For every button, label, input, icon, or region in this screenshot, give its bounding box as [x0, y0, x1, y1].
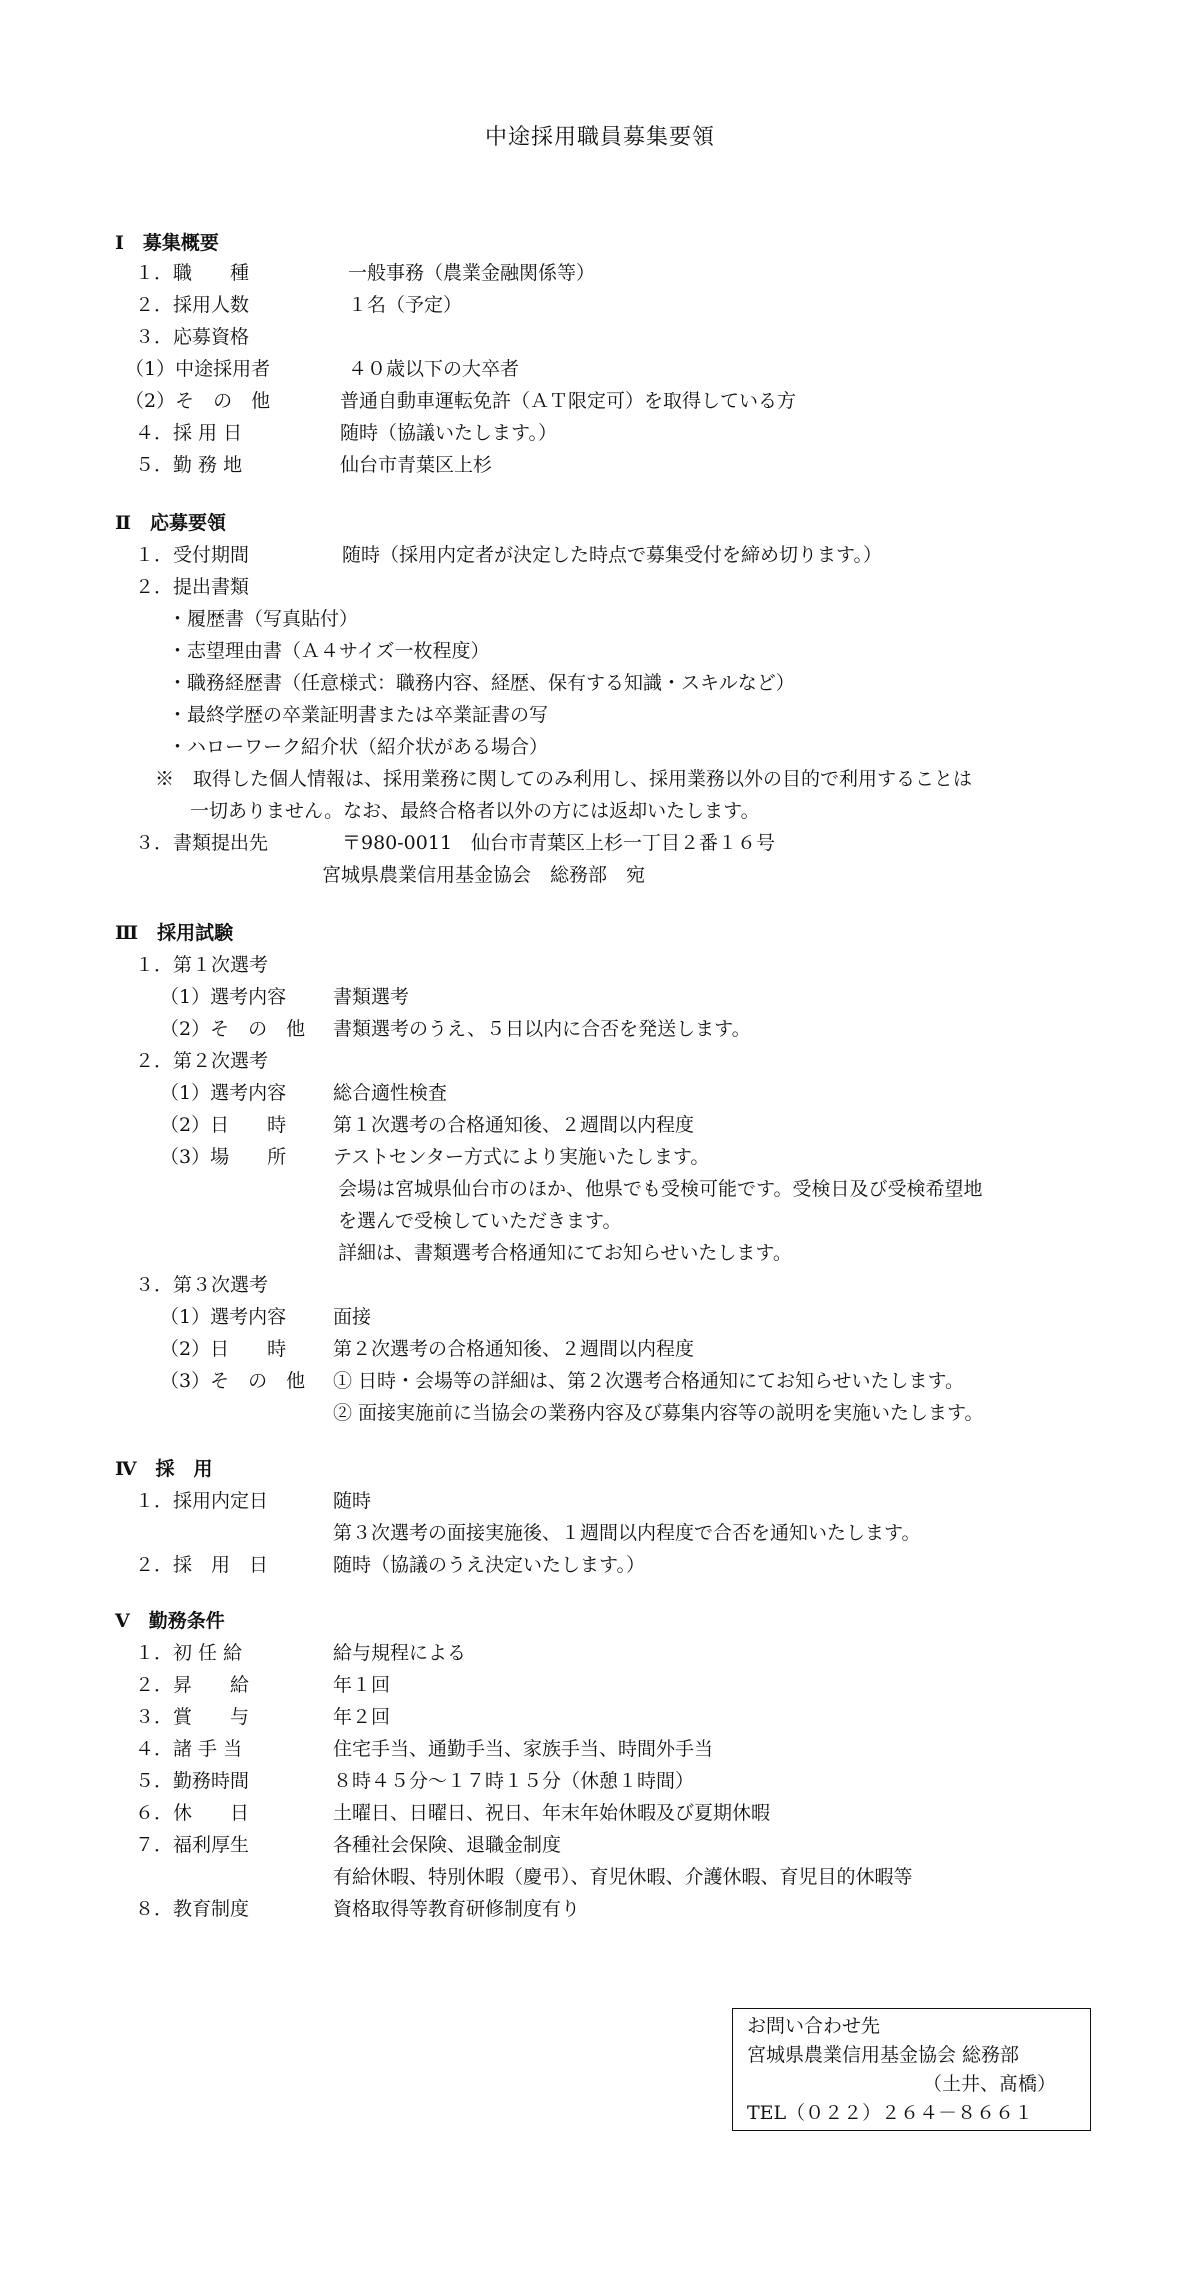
item-label: ２．昇 給 [135, 1674, 250, 1696]
subitem-value: 第２次選考の合格通知後、２週間以内程度 [333, 1338, 695, 1360]
subitem-value: 総合適性検査 [333, 1082, 448, 1104]
subitem-value: 第１次選考の合格通知後、２週間以内程度 [333, 1114, 695, 1136]
subitem-value: ① 日時・会場等の詳細は、第２次選考合格通知にてお知らせいたします。 [333, 1370, 964, 1392]
item-label: ２．第２次選考 [135, 1050, 269, 1072]
subitem-label: （2）日 時 [160, 1114, 287, 1136]
subitem-value: テストセンター方式により実施いたします。 [333, 1146, 710, 1168]
item-value: 年１回 [333, 1674, 391, 1696]
item-value: 各種社会保険、退職金制度 [333, 1834, 562, 1856]
document-list-item: ・ハローワーク紹介状（紹介状がある場合） [168, 736, 549, 758]
item-label: ８．教育制度 [135, 1898, 250, 1920]
subitem-value: 書類選考 [333, 986, 410, 1008]
subitem-value: ４０歳以下の大卒者 [348, 358, 520, 380]
subitem-label: （1）選考内容 [160, 1082, 287, 1104]
section-heading-2: Ⅱ 応募要領 [115, 512, 227, 534]
document-list-item: ・最終学歴の卒業証明書または卒業証書の写 [168, 704, 549, 726]
item-value: 土曜日、日曜日、祝日、年末年始休暇及び夏期休暇 [333, 1802, 771, 1824]
item-label: ２．採用人数 [135, 294, 250, 316]
subitem-value: 面接 [333, 1306, 372, 1328]
section-heading-3: Ⅲ 採用試験 [115, 922, 234, 944]
item-label: １．受付期間 [135, 544, 250, 566]
item-label: ２．提出書類 [135, 576, 250, 598]
item-label: ４．諸 手 当 [135, 1738, 243, 1760]
item-value: 資格取得等教育研修制度有り [333, 1898, 581, 1920]
section-heading-4: Ⅳ 採 用 [115, 1458, 213, 1480]
subitem-value: 書類選考のうえ、５日以内に合否を発送します。 [333, 1018, 751, 1040]
privacy-note: ※ 取得した個人情報は、採用業務に関してのみ利用し、採用業務以外の目的で利用することは [155, 768, 973, 790]
item-label: １．初 任 給 [135, 1642, 243, 1664]
item-label: ６．休 日 [135, 1802, 250, 1824]
item-value: ８時４５分～１７時１５分（休憩１時間） [333, 1770, 695, 1792]
item-value: 宮城県農業信用基金協会 総務部 宛 [322, 864, 646, 886]
item-value: 随時（協議のうえ決定いたします。） [333, 1554, 645, 1576]
item-label: ５．勤 務 地 [135, 454, 243, 476]
item-value: 第３次選考の面接実施後、１週間以内程度で合否を通知いたします。 [333, 1522, 921, 1544]
subitem-value: を選んで受検していただきます。 [338, 1210, 622, 1232]
subitem-value: 詳細は、書類選考合格通知にてお知らせいたします。 [338, 1242, 792, 1264]
subitem-value: 会場は宮城県仙台市のほか、他県でも受検可能です。受検日及び受検希望地 [338, 1178, 983, 1200]
document-list-item: ・履歴書（写真貼付） [168, 608, 359, 630]
contact-phone: TEL（０２２）２６４－８６６１ [747, 2102, 1034, 2124]
item-label: ７．福利厚生 [135, 1834, 250, 1856]
item-value: 住宅手当、通勤手当、家族手当、時間外手当 [333, 1738, 714, 1760]
subitem-label: （2）そ の 他 [160, 1018, 306, 1040]
document-list-item: ・職務経歴書（任意様式：職務内容、経歴、保有する知識・スキルなど） [168, 672, 795, 694]
item-label: １．採用内定日 [135, 1490, 269, 1512]
item-value: 随時（協議いたします。） [340, 422, 557, 444]
item-label: ３．応募資格 [135, 326, 250, 348]
item-label: ３．第３次選考 [135, 1274, 269, 1296]
item-value: 随時（採用内定者が決定した時点で募集受付を締め切ります。） [342, 544, 882, 566]
item-value: 有給休暇、特別休暇（慶弔）、育児休暇、介護休暇、育児目的休暇等 [333, 1866, 913, 1888]
item-value: 給与規程による [333, 1642, 467, 1664]
section-heading-1: Ⅰ 募集概要 [115, 232, 219, 254]
privacy-note: 一切ありません。なお、最終合格者以外の方には返却いたします。 [190, 800, 760, 822]
subitem-label: （1）選考内容 [160, 1306, 287, 1328]
subitem-value: 普通自動車運転免許（ＡＴ限定可）を取得している方 [340, 390, 797, 412]
contact-organization: 宮城県農業信用基金協会 総務部 [747, 2044, 1020, 2066]
subitem-label: （3）場 所 [160, 1146, 287, 1168]
item-label: ５．勤務時間 [135, 1770, 250, 1792]
contact-box [732, 2008, 1091, 2131]
subitem-label: （3）そ の 他 [160, 1370, 306, 1392]
item-label: ３．書類提出先 [135, 832, 269, 854]
item-value: 年２回 [333, 1706, 391, 1728]
subitem-label: （2）そ の 他 [125, 390, 271, 412]
subitem-label: （2）日 時 [160, 1338, 287, 1360]
item-value: 〒980-0011 仙台市青葉区上杉一丁目２番１６号 [342, 832, 776, 854]
section-heading-5: Ⅴ 勤務条件 [115, 1610, 225, 1632]
contact-persons: （土井、髙橋） [923, 2073, 1057, 2095]
item-value: 仙台市青葉区上杉 [340, 454, 493, 476]
subitem-label: （1）中途採用者 [125, 358, 271, 380]
item-label: １．職 種 [135, 262, 250, 284]
item-label: ４．採 用 日 [135, 422, 243, 444]
subitem-value: ② 面接実施前に当協会の業務内容及び募集内容等の説明を実施いたします。 [333, 1402, 984, 1424]
item-label: ３．賞 与 [135, 1706, 250, 1728]
document-list-item: ・志望理由書（Ａ４サイズ一枚程度） [168, 640, 490, 662]
document-title: 中途採用職員募集要領 [484, 125, 715, 150]
subitem-label: （1）選考内容 [160, 986, 287, 1008]
item-value: 一般事務（農業金融関係等） [348, 262, 596, 284]
item-label: ２．採 用 日 [135, 1554, 269, 1576]
item-value: 随時 [333, 1490, 372, 1512]
contact-heading: お問い合わせ先 [747, 2015, 881, 2037]
item-label: １．第１次選考 [135, 954, 269, 976]
item-value: １名（予定） [348, 294, 463, 316]
